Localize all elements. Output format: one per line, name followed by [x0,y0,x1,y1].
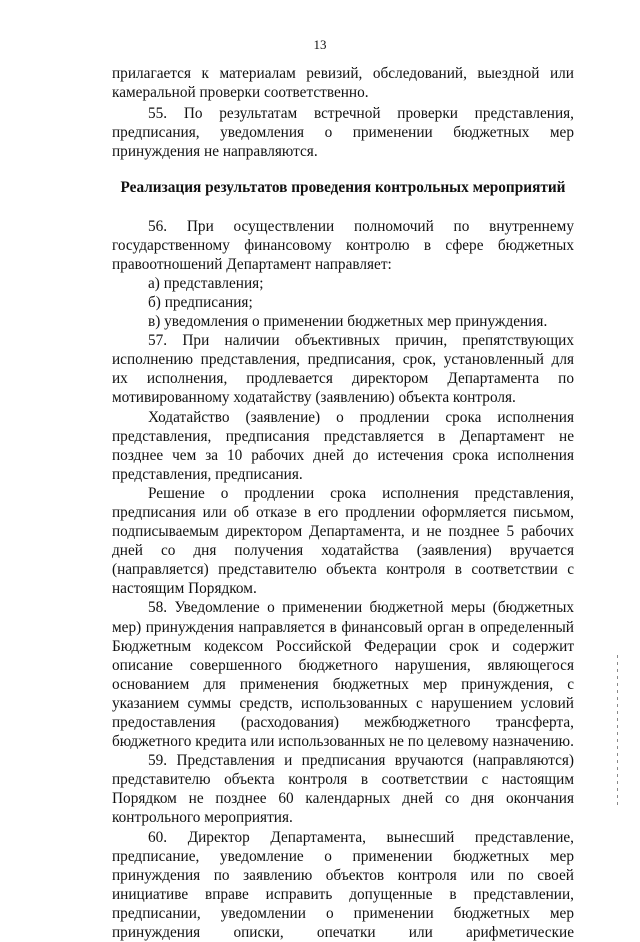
paragraph-57-petition: Ходатайство (заявление) о продлении срока исполнения представления, предписания представляется в Департамент не позднее чем за 10 рабочих дней до истечения срока исполнения представления, предписания. [112,408,574,483]
paragraph-58: 58. Уведомление о применении бюджетной меры (бюджетных мер) принуждения направляется в финансовый орган в определенный Бюджетным кодексом Российской Федерации срок и содержит описание совершенного бюджетного нарушения, являющегося основанием для применения бюджетных мер принуждения, с указанием суммы средств, использованных с нарушением условий предоставления (расходования) межбюджетного трансферта, бюджетного кредита или использованных не по целевому назначению. [112,599,574,751]
paragraph-continuation: прилагается к материалам ревизий, обследований, выездной или камеральной проверки соответственно. [112,65,574,102]
section-heading: Реализация результатов проведения контрольных мероприятий [120,179,566,197]
paragraph-60: 60. Директор Департамента, вынесший представление, предписание, уведомление о применении бюджетных мер принуждения по заявлению объектов контроля или по своей инициативе вправе исправить допущенные в представлении, предписании, уведомлении о применении бюджетных мер принуждения описки, опечатки или арифметические [112,828,574,942]
paragraph-59: 59. Представления и предписания вручаются (направляются) представителю объекта контроля в соответствии с настоящим Порядком не позднее 60 календарных дней со дня окончания контрольного мероприятия. [112,752,574,827]
list-item-c: в) уведомления о применении бюджетных мер принуждения. [148,313,548,331]
paragraph-55: 55. По результатам встречной проверки представления, предписания, уведомления о применении бюджетных мер принуждения не направляются. [112,105,574,161]
scan-edge-mark [617,655,618,805]
page-number: 13 [313,37,327,52]
paragraph-56: 56. При осуществлении полномочий по внутреннему государственному финансовому контролю в сфере бюджетных правоотношений Департамент направляет: [112,217,574,273]
paragraph-57-decision: Решение о продлении срока исполнения представления, предписания или об отказе в его продлении оформляется письмом, подписываемым директором Департамента, и не позднее 5 рабочих дней со дня получения ходатайства (заявления) вручается (направляется) представителю объекта контроля в соответствии с настоящим Порядком. [112,484,574,598]
list-item-a: а) представления; [148,274,264,292]
document-body [112,64,574,942]
paragraph-57: 57. При наличии объективных причин, препятствующих исполнению представления, предписания, срок, установленный для их исполнения, продлевается директором Департамента по мотивированному ходатайству (заявлению) объекта контроля. [112,332,574,407]
list-item-b: б) предписания; [148,293,253,311]
